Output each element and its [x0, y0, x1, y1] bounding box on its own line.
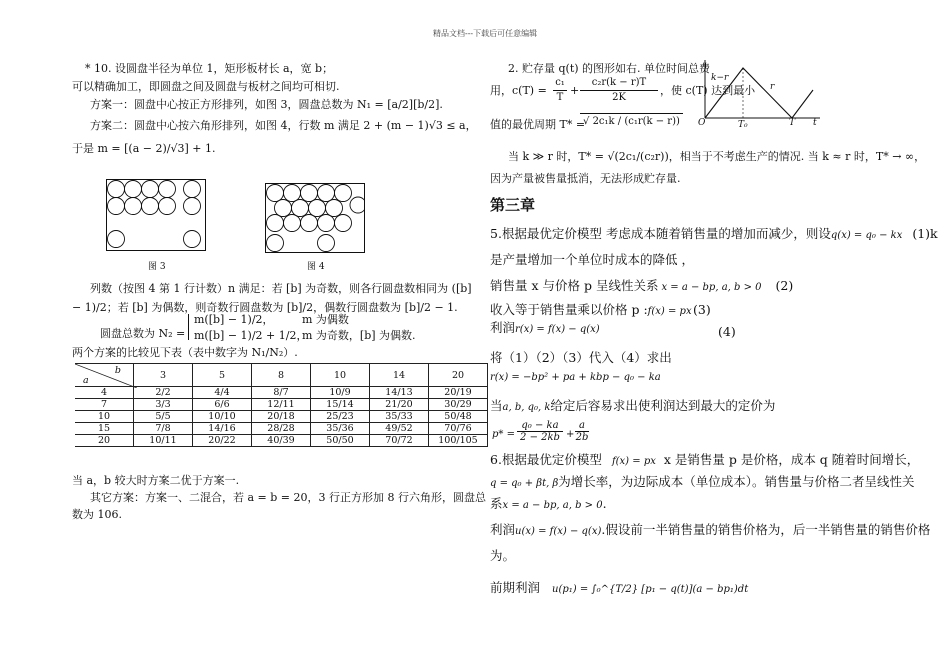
table-cell: 5/5 — [134, 411, 193, 423]
n2-label: 圆盘总数为 N₂ = — [100, 327, 186, 340]
p6-line6-text: 前期利润 — [490, 580, 541, 595]
p5-line5-text: 利润 — [490, 320, 516, 335]
table-row-header: 10 — [75, 411, 134, 423]
p6-early-profit-formula: u(p₁) = ∫₀^{T/2} [p₁ − q(t)](a − bp₁)dt — [552, 584, 749, 595]
p5-line7-text: 当 — [490, 398, 503, 413]
p5-line6: 将（1）（2）（3）代入（4）求出 — [490, 350, 672, 365]
table-cell: 70/72 — [370, 435, 429, 447]
p6-line4-rest: .假设前一半销售量的销售价格为，后一半销售量的销售价格 — [601, 522, 931, 537]
p5-opt-plus: + — [566, 429, 575, 440]
s2-frac2-num: c₂r(k − r)T — [580, 76, 658, 91]
n2-case2: m([b] − 1)/2 + 1/2， — [194, 329, 308, 342]
table-col-header: 8 — [252, 364, 311, 387]
p5-line4 — [490, 302, 692, 320]
table-cell: 10/9 — [311, 387, 370, 399]
p6-line4-text: 利润 — [490, 522, 516, 537]
table-col-header: 3 — [134, 364, 193, 387]
p5-opt-lhs: p* = — [492, 429, 515, 440]
table-cell: 50/48 — [429, 411, 488, 423]
n2-case1-condition: m 为偶数 — [302, 313, 349, 326]
table-cell: 15/14 — [311, 399, 370, 411]
inventory-graph — [695, 58, 825, 128]
graph-label-t: t — [813, 118, 817, 128]
p6-cost-formula: q = q₀ + βt, β — [490, 478, 559, 489]
p5-eq4: (4) — [718, 324, 736, 339]
table-cell: 14/16 — [193, 423, 252, 435]
table-cell: 50/50 — [311, 435, 370, 447]
n2-brace — [188, 314, 193, 340]
table-cell: 4/4 — [193, 387, 252, 399]
p6-profit-formula: u(x) = f(x) − q(x) — [515, 526, 602, 537]
table-col-header: 20 — [429, 364, 488, 387]
s2-line5: 因为产量被售量抵消，无法形成贮存量. — [490, 172, 681, 185]
p6-line3-text: 系 — [490, 496, 503, 511]
table-corner-cell — [75, 364, 134, 387]
n2-case1: m([b] − 1)/2， — [194, 313, 274, 326]
p5-profit-expansion: r(x) = −bp² + pa + kbp − q₀ − ka — [490, 372, 661, 383]
p6-line1-text: 6.根据最优定价模型 — [490, 452, 602, 467]
p6-line4 — [490, 522, 930, 540]
table-cell: 14/13 — [370, 387, 429, 399]
table-row-header: 7 — [75, 399, 134, 411]
m-formula: 于是 m = [(a − 2)/√3] + 1. — [72, 142, 216, 155]
s2-plus: + — [570, 84, 580, 97]
table-cell: 49/52 — [370, 423, 429, 435]
s2-opt-period-sqrt: √ 2c₁k / (c₁r(k − r)) — [580, 113, 683, 129]
table-cell: 20/22 — [193, 435, 252, 447]
other-plan-line1: 其它方案：方案一、二混合，若 a = b = 20，3 行正方形加 8 行六角形，圆盘总 — [90, 491, 486, 504]
table-cell: 3/3 — [134, 399, 193, 411]
table-row-header: 15 — [75, 423, 134, 435]
p5-line3 — [490, 278, 793, 296]
s2-frac2-den: 2K — [612, 92, 626, 103]
graph-label-kr: k−r — [711, 73, 729, 83]
count-line1: 列数（按图 4 第 1 行计数）n 满足：若 [b] 为奇数，则各行圆盘数相同为 ([b] — [90, 282, 472, 295]
page-header: 精品文档---下载后可任意编辑 — [433, 29, 538, 38]
q10-line1: * 10. 设圆盘半径为单位 1，矩形板材长 a，宽 b； — [85, 62, 334, 75]
s2-opt-period-label: 值的最优周期 T* = — [490, 118, 586, 131]
p5-opt-frac1 — [517, 420, 563, 443]
table-cell: 20/18 — [252, 411, 311, 423]
p6-line3-end: . — [602, 496, 607, 511]
conclusion-text: 当 a，b 较大时方案二优于方案一. — [72, 474, 240, 487]
p5-opt-num2: a — [575, 420, 589, 432]
p5-opt-frac2 — [575, 420, 589, 443]
p6-revenue-formula: f(x) = px — [611, 456, 656, 467]
p5-line7-vars: a, b, q₀, k — [502, 402, 551, 413]
table-cell: 21/20 — [370, 399, 429, 411]
p5-line5 — [490, 320, 600, 338]
comparison-table-wrapper — [75, 363, 488, 447]
table-col-header: 10 — [311, 364, 370, 387]
p5-eq2: (2) — [775, 278, 794, 293]
s2-opt-period-expr: 2c₁k / (c₁r(k − r)) — [592, 116, 680, 127]
table-cell: 10/10 — [193, 411, 252, 423]
table-row-header: 4 — [75, 387, 134, 399]
p5-line3-text: 销售量 x 与价格 p 呈线性关系 — [490, 278, 659, 293]
p5-line1 — [490, 226, 938, 244]
figure-4-caption: 图 4 — [307, 262, 325, 272]
corner-a-label: a — [83, 375, 89, 386]
p5-line1-text: 5.根据最优定价模型 考虑成本随着销售量的增加而减少，则设 — [490, 226, 831, 241]
p5-line7-rest: 给定后容易求出使利润达到最大的定价为 — [550, 398, 776, 413]
table-header-row — [75, 364, 488, 387]
p5-line2: 是产量增加一个单位时成本的降低 ， — [490, 252, 694, 267]
table-row — [75, 411, 488, 423]
table-row — [75, 435, 488, 447]
p6-line2 — [490, 474, 915, 492]
p6-line1-rest: x 是销售量 p 是价格，成本 q 随着时间增长， — [663, 452, 920, 467]
table-cell: 6/6 — [193, 399, 252, 411]
p6-demand-formula: x = a − bp, a, b > 0 — [502, 500, 603, 511]
p5-eq1: (1)k — [912, 226, 938, 241]
plan1-text: 方案一：圆盘中心按正方形排列，如图 3，圆盘总数为 N₁ = [a/2][b/2]. — [90, 98, 443, 111]
n2-case2-condition: m 为奇数，[b] 为偶数. — [302, 329, 416, 342]
count-line2: − 1)/2；若 [b] 为偶数，则奇数行圆盘数为 [b]/2，偶数行圆盘数为 [b]/2 − 1. — [72, 301, 458, 314]
comparison-table — [75, 363, 488, 447]
p5-demand-formula: x = a − bp, a, b > 0 — [661, 282, 762, 293]
table-cell: 35/33 — [370, 411, 429, 423]
s2-frac2 — [580, 76, 658, 105]
s2-frac1 — [553, 76, 567, 105]
figure-3-square-packing — [106, 179, 206, 251]
p6-line2-rest: 为增长率，为边际成本（单位成本）。销售量与价格二者呈线性关 — [558, 474, 915, 489]
graph-label-T: T — [789, 118, 796, 128]
table-row — [75, 387, 488, 399]
table-cell: 100/105 — [429, 435, 488, 447]
chapter-heading: 第三章 — [490, 196, 536, 214]
q10-line2: 可以精确加工，即圆盘之间及圆盘与板材之间均可相切. — [72, 80, 340, 93]
table-cell: 8/7 — [252, 387, 311, 399]
table-cell: 35/36 — [311, 423, 370, 435]
s2-frac1-num: c₁ — [553, 76, 567, 91]
corner-b-label: b — [114, 365, 121, 376]
plan2-text: 方案二：圆盘中心按六角形排列，如图 4，行数 m 满足 2 + (m − 1)√3 ≤ a， — [90, 119, 477, 132]
s2-line1: 2. 贮存量 q(t) 的图形如右. 单位时间总费 — [508, 62, 711, 75]
p6-line6 — [490, 580, 748, 598]
p5-eq3: (3) — [693, 302, 711, 317]
table-col-header: 14 — [370, 364, 429, 387]
graph-label-r: r — [770, 82, 775, 92]
table-cell: 7/8 — [134, 423, 193, 435]
graph-label-t0: T₀ — [738, 120, 748, 130]
table-cell: 28/28 — [252, 423, 311, 435]
s2-cost-label: 用，c(T) = — [490, 84, 547, 97]
figure-4-hex-packing — [265, 183, 365, 253]
graph-label-origin: O — [698, 118, 706, 128]
compare-intro: 两个方案的比较见下表（表中数字为 N₁/N₂）. — [72, 346, 298, 359]
s2-line4: 当 k ≫ r 时，T* = √(2c₁/(c₂r))，相当于不考虑生产的情况. 当 k ≈ r 时，T* → ∞， — [508, 150, 926, 163]
table-cell: 12/11 — [252, 399, 311, 411]
p5-revenue-formula: f(x) = px — [647, 306, 692, 317]
table-row — [75, 423, 488, 435]
p5-opt-den2: 2b — [575, 432, 589, 443]
p5-line4-text: 收入等于销售量乘以价格 p : — [490, 302, 648, 317]
s2-frac1-den: T — [556, 92, 564, 103]
table-cell: 20/19 — [429, 387, 488, 399]
p6-line5: 为。 — [490, 548, 516, 563]
table-col-header: 5 — [193, 364, 252, 387]
table-cell: 30/29 — [429, 399, 488, 411]
p5-cost-formula: q(x) = q₀ − kx — [830, 230, 903, 241]
table-cell: 25/23 — [311, 411, 370, 423]
s2-line2-end: ，使 c(T) 达到最小 — [660, 84, 756, 97]
table-cell: 2/2 — [134, 387, 193, 399]
table-cell: 10/11 — [134, 435, 193, 447]
other-plan-line2: 数为 106. — [72, 508, 122, 521]
table-cell: 40/39 — [252, 435, 311, 447]
p5-opt-num1: q₀ − ka — [517, 420, 563, 432]
table-row-header: 20 — [75, 435, 134, 447]
figure-3-caption: 图 3 — [148, 262, 166, 272]
p6-line1 — [490, 452, 919, 470]
table-cell: 70/76 — [429, 423, 488, 435]
p5-line7 — [490, 398, 775, 416]
p5-profit-formula: r(x) = f(x) − q(x) — [515, 324, 600, 335]
p5-opt-den1: 2 − 2kb — [520, 432, 560, 443]
table-row — [75, 399, 488, 411]
p6-line3 — [490, 496, 607, 514]
